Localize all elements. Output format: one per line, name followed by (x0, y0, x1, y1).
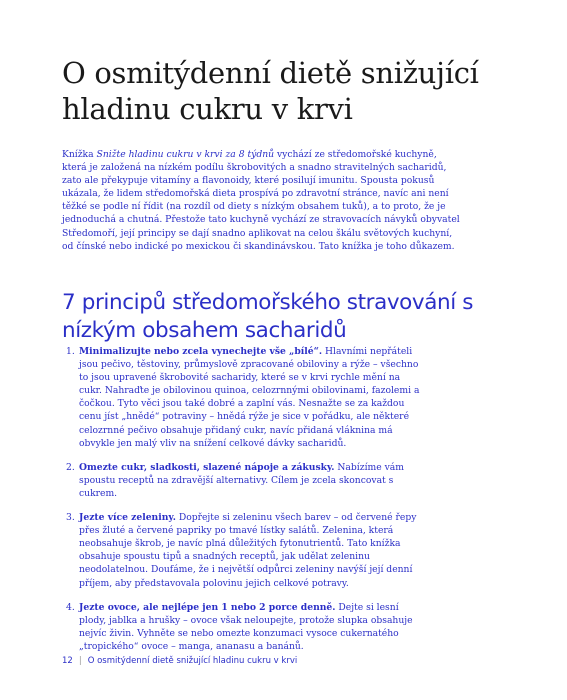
list-item (62, 511, 422, 590)
item-text: Hlavními nepřáteli jsou pečivo, těstoviny, průmyslově zpracované obiloviny a rýže – všechno to jsou upravené škrobovité sacharidy, které se v krvi rychle mění na cukr. Nahraďte je obilovinou quinoa, celozrnnými obilovinami, fazolemi a čočkou. Tyto věci jsou také dobré a zaplní vás. Nesnažte se za každou cenu jíst „hnědé“ potraviny – hnědá rýže je sice v pořádku, ale některé celozrnné pečivo obsahuje přidaný cukr, navíc přidaná vláknina má obvykle jen malý vliv na snížení celkové dávky sacharidů. (79, 346, 420, 449)
page-footer (62, 656, 297, 666)
intro-lead: Knížka (62, 149, 97, 160)
item-text: Dopřejte si zeleninu všech barev – od červené řepy přes žluté a červené papriky po tmavé lístky salátů. Zelenina, která neobsahuje škrob, je navíc plná důležitých fytonutrientů. Tato knížka obsahuje spoustu tipů a snadných receptů, jak udělat zeleninu neodolatelnou. Doufáme, že i největší odpůrci zeleniny navýší její denní příjem, aby představovala polovinu jejich celkové potravy. (79, 512, 417, 589)
principles-list (62, 345, 422, 664)
page-number: 12 (62, 656, 73, 666)
item-number: 4. (66, 601, 75, 613)
item-heading: Jezte ovoce, ale nejlépe jen 1 nebo 2 porce denně. (79, 601, 336, 613)
footer-separator: | (78, 656, 82, 666)
running-title: O osmitýdenní dietě snižující hladinu cukru v krvi (87, 656, 298, 666)
item-number: 3. (66, 512, 75, 524)
item-heading: Minimalizujte nebo zcela vynechejte vše „bílé“. (79, 346, 323, 357)
item-text: Dejte si lesní plody, jablka a hrušky – ovoce však neloupejte, protože slupka obsahuje nejvíc živin. Vyhněte se nebo omezte konzumaci vysoce cukernatého „tropického“ ovoce – manga, ananasu a banánů. (79, 601, 413, 652)
item-number: 2. (66, 461, 75, 473)
list-item (62, 345, 422, 450)
item-heading: Jezte více zeleniny. (79, 512, 176, 524)
list-item (62, 461, 422, 500)
book-title: Snižte hladinu cukru v krvi za 8 týdnů (96, 149, 275, 160)
intro-text: vychází ze středomořské kuchyně, která je založená na nízkém podílu škrobovitých a snadno stravitelných sacharidů, zato ale překypuje vitamíny a flavonoidy, které posilují imunitu. Spousta pokusů ukázala, že lidem středomořská dieta prospívá po zdravotní stránce, navíc ani není těžké se podle ní řídit (na rozdíl od diety s nízkým obsahem tuků), a to proto, že je jednoduchá a chutná. Přestože tato kuchyně vychází ze stravovacích návyků obyvatel Středomoří, její principy se dají snadno aplikovat na celou škálu světových kuchyní, od čínské nebo indické po mexickou či skandinávskou. Tato knížka je toho důkazem. (62, 149, 460, 252)
page-title: O osmitýdenní dietě snižující hladinu cukru v krvi (62, 56, 479, 126)
item-number: 1. (66, 346, 75, 357)
intro-paragraph (62, 148, 462, 253)
list-item (62, 601, 422, 653)
item-heading: Omezte cukr, sladkosti, slazené nápoje a zákusky. (79, 461, 335, 473)
item-text: Nabízíme vám spoustu receptů na zdravější alternativy. Cílem je zcela skoncovat s cukrem. (79, 461, 404, 499)
section-heading: 7 principů středomořského stravování s nízkým obsahem sacharidů (62, 290, 474, 343)
